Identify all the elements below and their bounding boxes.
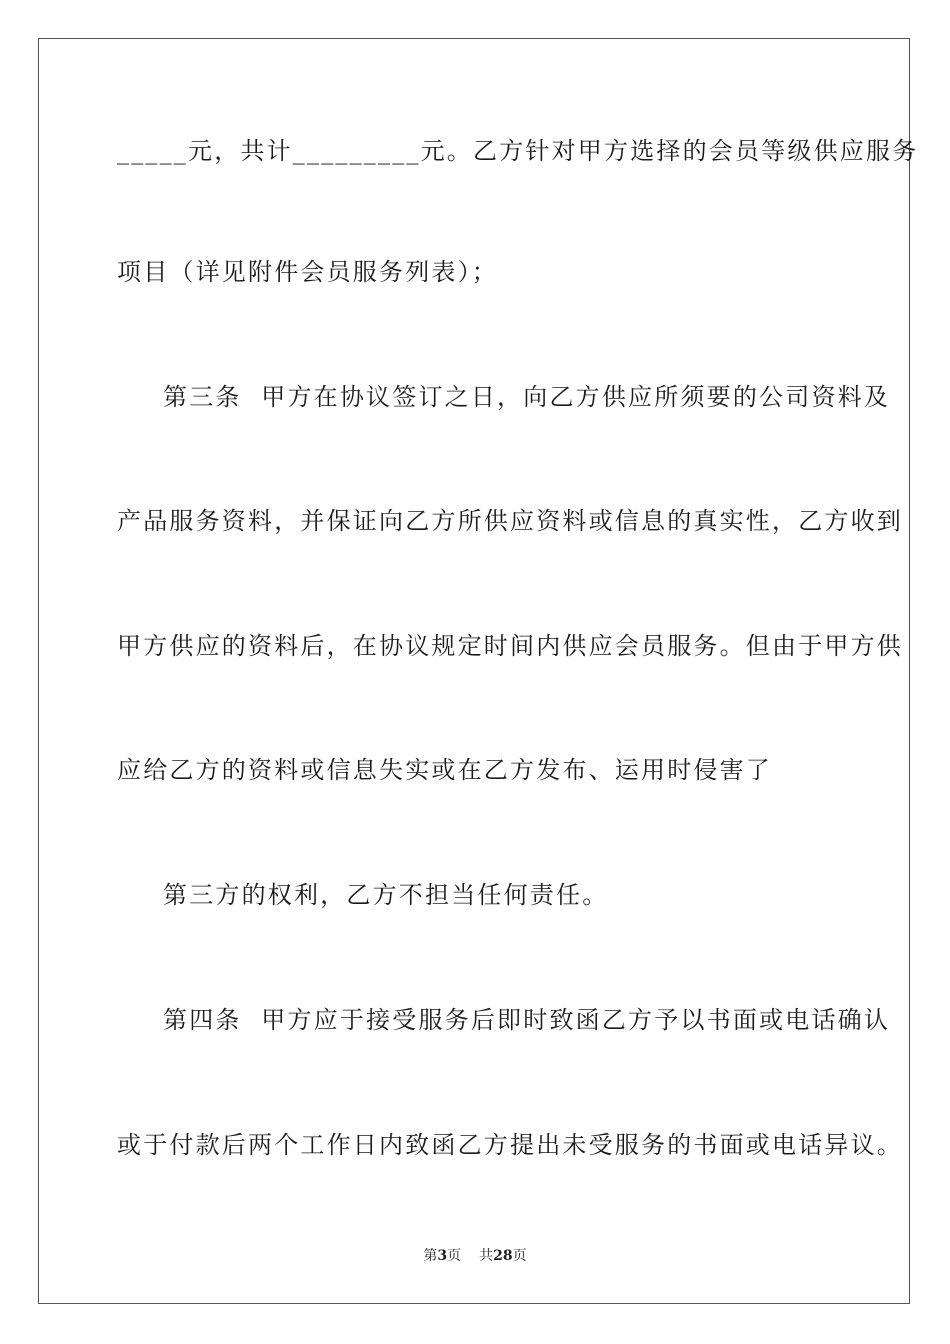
total-pages-number: 28 [493, 1248, 513, 1264]
paragraph-line: 项目（详见附件会员服务列表）； [117, 258, 498, 286]
page-label-prefix: 第 [423, 1248, 438, 1264]
paragraph-line: 或于付款后两个工作日内致函乙方提出未受服务的书面或电话异议。 [117, 1131, 903, 1159]
paragraph-line: 第三方的权利，乙方不担当任何责任。 [163, 881, 609, 909]
total-label-suffix: 页 [512, 1248, 527, 1264]
page-footer [0, 1246, 950, 1266]
paragraph-line: 甲方供应的资料后，在协议规定时间内供应会员服务。但由于甲方供 [117, 632, 903, 660]
article-4-heading-line: 第四条 甲方应于接受服务后即时致函乙方予以书面或电话确认 [163, 1006, 891, 1034]
paragraph-line: 产品服务资料，并保证向乙方所供应资料或信息的真实性，乙方收到 [117, 507, 903, 535]
paragraph-line: 应给乙方的资料或信息失实或在乙方发布、运用时侵害了 [117, 756, 772, 784]
current-page-number: 3 [437, 1248, 448, 1264]
article-3-heading-line: 第三条 甲方在协议签订之日，向乙方供应所须要的公司资料及 [163, 383, 891, 411]
total-label-prefix: 共 [479, 1248, 494, 1264]
paragraph-line: _____元，共计_________元。乙方针对甲方选择的会员等级供应服务 [117, 137, 919, 165]
page-label-suffix: 页 [447, 1248, 462, 1264]
page-border [38, 38, 910, 1304]
